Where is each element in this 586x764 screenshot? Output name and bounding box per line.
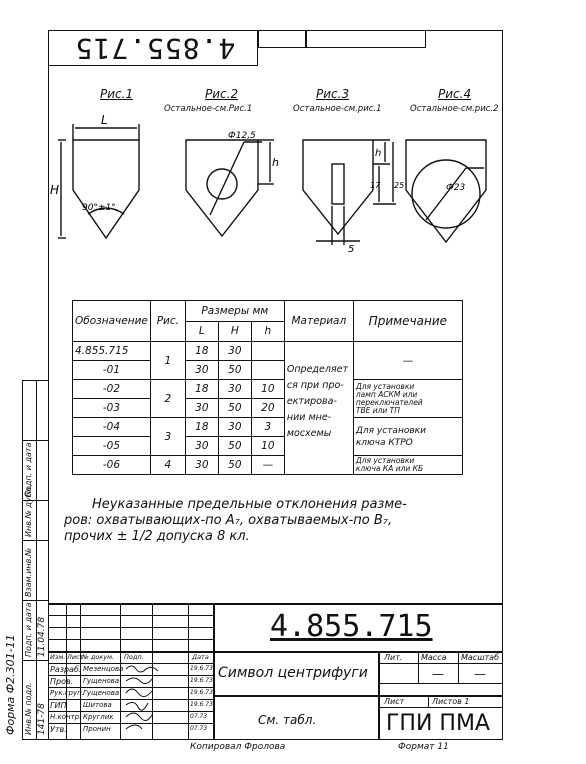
fig2-dim-h: h	[272, 156, 279, 169]
row-h: 10	[251, 437, 284, 456]
row-H: 50	[218, 437, 251, 456]
header-sizes: Размеры мм	[185, 301, 284, 322]
row-designation: -01	[73, 361, 151, 380]
figure-4-label: Рис.4	[438, 87, 472, 101]
sign-date-label: Подп. и дата	[24, 602, 33, 657]
figure-2-subtitle: Остальное-см.Рис.1	[164, 104, 253, 114]
fig3-dim-17: 17	[370, 181, 381, 190]
row-h: —	[251, 456, 284, 475]
col-lit: Лит.	[384, 653, 403, 662]
role-label: Утв.	[50, 725, 67, 734]
scale-value: —	[474, 667, 486, 681]
col-mass: Масса	[421, 653, 447, 662]
fig3-dim-h: h	[375, 148, 382, 159]
row-designation: 4.855.715	[73, 342, 151, 361]
figure-4-subtitle: Остальное-см.рис.2	[410, 104, 499, 114]
mass-value: —	[432, 667, 444, 681]
row-H: 50	[218, 399, 251, 418]
figure-1-label: Рис.1	[100, 87, 134, 101]
header-note: Примечание	[353, 301, 462, 342]
figure-1-shape	[73, 140, 139, 238]
sign-date-value: 11.04.78	[37, 616, 47, 657]
header-designation: Обозначение	[73, 301, 151, 342]
top-cell	[258, 30, 306, 48]
col-scale: Масштаб	[461, 653, 500, 662]
note-group3: Для установки ключа КТРО	[353, 418, 462, 456]
note-group1: —	[353, 342, 462, 380]
surname: Пронин	[83, 725, 111, 733]
role-label: Пров.	[50, 677, 74, 686]
col-header: Подп.	[124, 653, 144, 661]
title-org: ГПИ ПМА	[386, 711, 490, 736]
top-doc-number: 4.855.715	[74, 32, 236, 65]
fig4-dim-hole: Ф23	[446, 183, 466, 193]
footer-format: Формат 11	[398, 742, 449, 752]
fig1-dim-H: H	[50, 183, 60, 197]
row-L: 30	[185, 361, 218, 380]
fig3-dim-25: 25	[394, 181, 405, 190]
inv-label: Инв.№ подл.	[24, 682, 33, 735]
table-row	[73, 456, 463, 475]
row-H: 30	[218, 418, 251, 437]
dup-label: Инв.№ дубл.	[24, 484, 33, 537]
row-H: 50	[218, 456, 251, 475]
surname: Мезенцова	[83, 665, 124, 673]
role-label: Рук.груп.	[50, 689, 84, 697]
signatures	[122, 661, 188, 740]
table-row	[73, 418, 463, 437]
fig1-dim-L: L	[101, 113, 108, 127]
form-label: Форма Ф2.301-11	[4, 634, 17, 735]
figure-3-label: Рис.3	[316, 87, 350, 101]
row-figure: 1	[150, 342, 185, 380]
footer-copied: Копировал Фролова	[190, 742, 286, 752]
surname: Гущенова	[83, 677, 120, 685]
row-designation: -03	[73, 399, 151, 418]
date: 19.6.73	[190, 689, 213, 696]
note-group2: Для установки ламп АСКМ или переключателей ТВЕ или ТП	[353, 380, 462, 418]
row-L: 30	[185, 399, 218, 418]
col-header: № докум.	[82, 653, 115, 661]
top-cell	[306, 30, 426, 48]
row-figure: 3	[150, 418, 185, 456]
row-figure: 2	[150, 380, 185, 418]
row-designation: -02	[73, 380, 151, 399]
row-L: 18	[185, 342, 218, 361]
sheet-label: Лист	[384, 697, 405, 706]
figure-3-shape	[303, 140, 373, 234]
sheets-label: Листов 1	[432, 697, 470, 706]
tolerance-note: Неуказанные предельные отклонения разме- ров: охватывающих-по A₇, охватываемых-по B₇, прочих ± 1/2 допуска 8 кл.	[64, 497, 407, 544]
role-label: Разраб.	[50, 665, 82, 674]
header-H: H	[218, 321, 251, 342]
row-H: 50	[218, 361, 251, 380]
row-h	[251, 361, 284, 380]
replace-label: Взам.инв.№	[24, 547, 33, 597]
date: 07.73	[190, 713, 208, 720]
role-label: Н.контр.	[50, 713, 82, 721]
title-material: См. табл.	[258, 713, 317, 727]
title-name: Символ центрифуги	[218, 665, 368, 681]
fig2-dim-hole: Ф12,5	[228, 131, 256, 141]
figure-3-subtitle: Остальное-см.рис.1	[293, 104, 382, 114]
sign2-label: Подп. и дата	[24, 442, 33, 497]
title-doc-number: 4.855.715	[270, 609, 433, 644]
row-designation: -05	[73, 437, 151, 456]
row-designation: -06	[73, 456, 151, 475]
fig3-dim-5: 5	[348, 244, 355, 255]
row-designation: -04	[73, 418, 151, 437]
row-h	[251, 342, 284, 361]
note-group4: Для установки ключа КА или КБ	[353, 456, 462, 475]
row-L: 30	[185, 456, 218, 475]
title-block	[48, 603, 503, 740]
fig1-dim-angle: 90°±1°	[82, 203, 116, 213]
date: 19.6.73	[190, 665, 213, 672]
row-h: 20	[251, 399, 284, 418]
header-figure: Рис.	[150, 301, 185, 342]
row-L: 18	[185, 418, 218, 437]
table-row	[73, 380, 463, 399]
date: 07.73	[190, 725, 208, 732]
row-H: 30	[218, 380, 251, 399]
header-h: h	[251, 321, 284, 342]
row-L: 18	[185, 380, 218, 399]
row-h: 3	[251, 418, 284, 437]
col-header: Изм.	[50, 653, 66, 661]
header-L: L	[185, 321, 218, 342]
surname: Шитова	[83, 701, 112, 709]
surname: Гущенова	[83, 689, 120, 697]
date: 19.6.73	[190, 677, 213, 684]
inv-value: 141-78	[37, 703, 47, 735]
surname: Круглик	[83, 713, 114, 721]
spec-table	[72, 300, 463, 475]
row-L: 30	[185, 437, 218, 456]
figures-drawing	[48, 110, 503, 260]
date: 19.6.73	[190, 701, 213, 708]
col-header: Лист	[67, 653, 84, 661]
header-material: Материал	[284, 301, 353, 342]
col-header: Дата	[192, 653, 209, 661]
figure-2-label: Рис.2	[205, 87, 239, 101]
material-cell: Определяет ся при про- ектирова- нии мне- мосхемы	[284, 342, 353, 475]
role-label: ГИП	[50, 701, 67, 710]
table-row	[73, 342, 463, 361]
row-figure: 4	[150, 456, 185, 475]
row-H: 30	[218, 342, 251, 361]
row-h: 10	[251, 380, 284, 399]
